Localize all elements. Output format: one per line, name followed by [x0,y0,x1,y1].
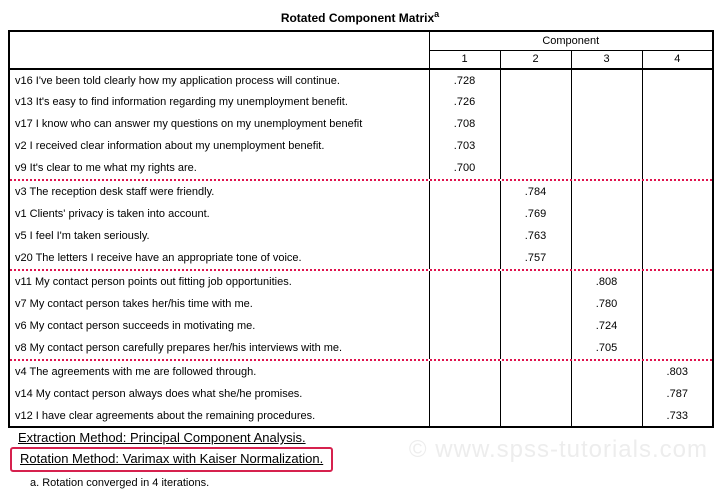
loading-cell [642,113,713,135]
loading-cell [429,337,500,359]
row-label: v7 My contact person takes her/his time with me. [9,293,429,315]
loading-cell [500,383,571,405]
table-header [9,31,713,69]
loading-cell [642,247,713,269]
watermark: © www.spss-tutorials.com [408,436,708,463]
loading-cell [571,157,642,179]
loading-cell [500,69,571,91]
footnote-a: a. Rotation converged in 4 iterations. [30,477,210,489]
page-title [0,0,720,25]
loading-cell: .787 [666,388,688,400]
table-row [9,69,713,91]
table-footer [0,430,720,489]
loading-cell: .703 [429,135,500,157]
table-row [9,135,713,157]
loading-cell: .733 [666,409,688,422]
loading-cell: .803 [666,366,688,378]
row-label: v11 My contact person points out fitting job opportunities. [9,271,429,293]
loading-cell [429,361,500,383]
loading-cell [429,293,500,315]
loading-cell [642,91,713,113]
loading-cell [642,203,713,225]
title-text: Rotated Component Matrix [280,11,435,25]
rotation-method-caption: Rotation Method: Varimax with Kaiser Normalization. [20,451,324,466]
loading-cell [642,69,713,91]
row-label: v13 It's easy to find information regarding my unemployment benefit. [9,91,429,113]
row-label: v14 My contact person always does what she/he promises. [9,383,429,405]
loading-cell [571,225,642,247]
column-header-1: 1 [429,50,500,69]
column-header-2: 2 [500,50,571,69]
row-label: v16 I've been told clearly how my application process will continue. [9,69,429,91]
loading-cell [429,271,500,293]
loading-cell [571,203,642,225]
table-row [9,361,713,383]
loading-cell [571,91,642,113]
table-row [9,181,713,203]
loading-cell [429,247,500,269]
loading-cell [429,181,500,203]
row-label: v20 The letters I receive have an appropriate tone of voice. [9,247,429,269]
table-row [9,91,713,113]
rotated-component-matrix-table [8,30,714,428]
loading-cell [571,181,642,203]
table-row [9,405,713,427]
row-label: v5 I feel I'm taken seriously. [9,225,429,247]
loading-cell: .724 [571,315,642,337]
loading-cell [500,405,571,427]
loading-cell [500,361,571,383]
row-label: v2 I received clear information about my unemployment benefit. [9,135,429,157]
loading-cell [500,293,571,315]
table-row [9,293,713,315]
loading-cell: .784 [500,181,571,203]
table-row [9,383,713,405]
table-row [9,225,713,247]
rotation-method-highlight-box [10,447,333,472]
column-header-3: 3 [571,50,642,69]
loading-cell [571,135,642,157]
loading-cell: .757 [500,247,571,269]
loading-cell [500,157,571,179]
loading-cell: .700 [429,157,500,179]
table-row [9,271,713,293]
loading-cell: .780 [571,293,642,315]
loading-cell [500,271,571,293]
loading-cell: .726 [429,91,500,113]
loading-cell: .705 [571,337,642,359]
loading-cell [642,181,713,203]
loading-cell [500,337,571,359]
loading-cell [571,247,642,269]
loading-cell: .763 [500,225,571,247]
loading-cell [500,113,571,135]
row-label: v8 My contact person carefully prepares her/his interviews with me. [9,337,429,359]
loading-cell [571,405,642,427]
table-row [9,203,713,225]
row-label: v3 The reception desk staff were friendly. [9,181,429,203]
loading-cell [571,383,642,405]
row-label: v17 I know who can answer my questions on my unemployment benefit [9,113,429,135]
loading-cell [642,225,713,247]
loading-cell [642,271,713,293]
loading-cell [642,135,713,157]
loading-cell: .708 [429,113,500,135]
title-footnote-marker: a [434,9,440,19]
loading-cell [642,315,713,337]
table-body [9,69,713,427]
row-label: v9 It's clear to me what my rights are. [9,157,429,179]
loading-cell [571,361,642,383]
loading-cell [571,69,642,91]
table-row [9,315,713,337]
table-row [9,247,713,269]
row-label: v4 The agreements with me are followed through. [9,361,429,383]
loading-cell [642,157,713,179]
loading-cell [429,225,500,247]
loading-cell [429,405,500,427]
header-group-row [9,31,713,50]
loading-cell [642,337,713,359]
loading-cell [642,293,713,315]
loading-cell: .728 [429,69,500,91]
row-label: v12 I have clear agreements about the remaining procedures. [9,405,429,427]
component-header: Component [429,31,713,50]
corner-cell [9,31,429,69]
loading-cell [571,113,642,135]
table-row [9,337,713,359]
loading-cell: .769 [500,203,571,225]
row-label: v1 Clients' privacy is taken into account. [9,203,429,225]
loading-cell [500,91,571,113]
loading-cell: .808 [571,271,642,293]
loading-cell [500,315,571,337]
table-row [9,113,713,135]
loading-cell [429,203,500,225]
extraction-method-caption: Extraction Method: Principal Component Analysis. [18,430,306,445]
loading-cell [500,135,571,157]
loading-cell [429,383,500,405]
row-label: v6 My contact person succeeds in motivating me. [9,315,429,337]
column-header-4: 4 [642,50,713,69]
loading-cell [429,315,500,337]
table-row [9,157,713,179]
